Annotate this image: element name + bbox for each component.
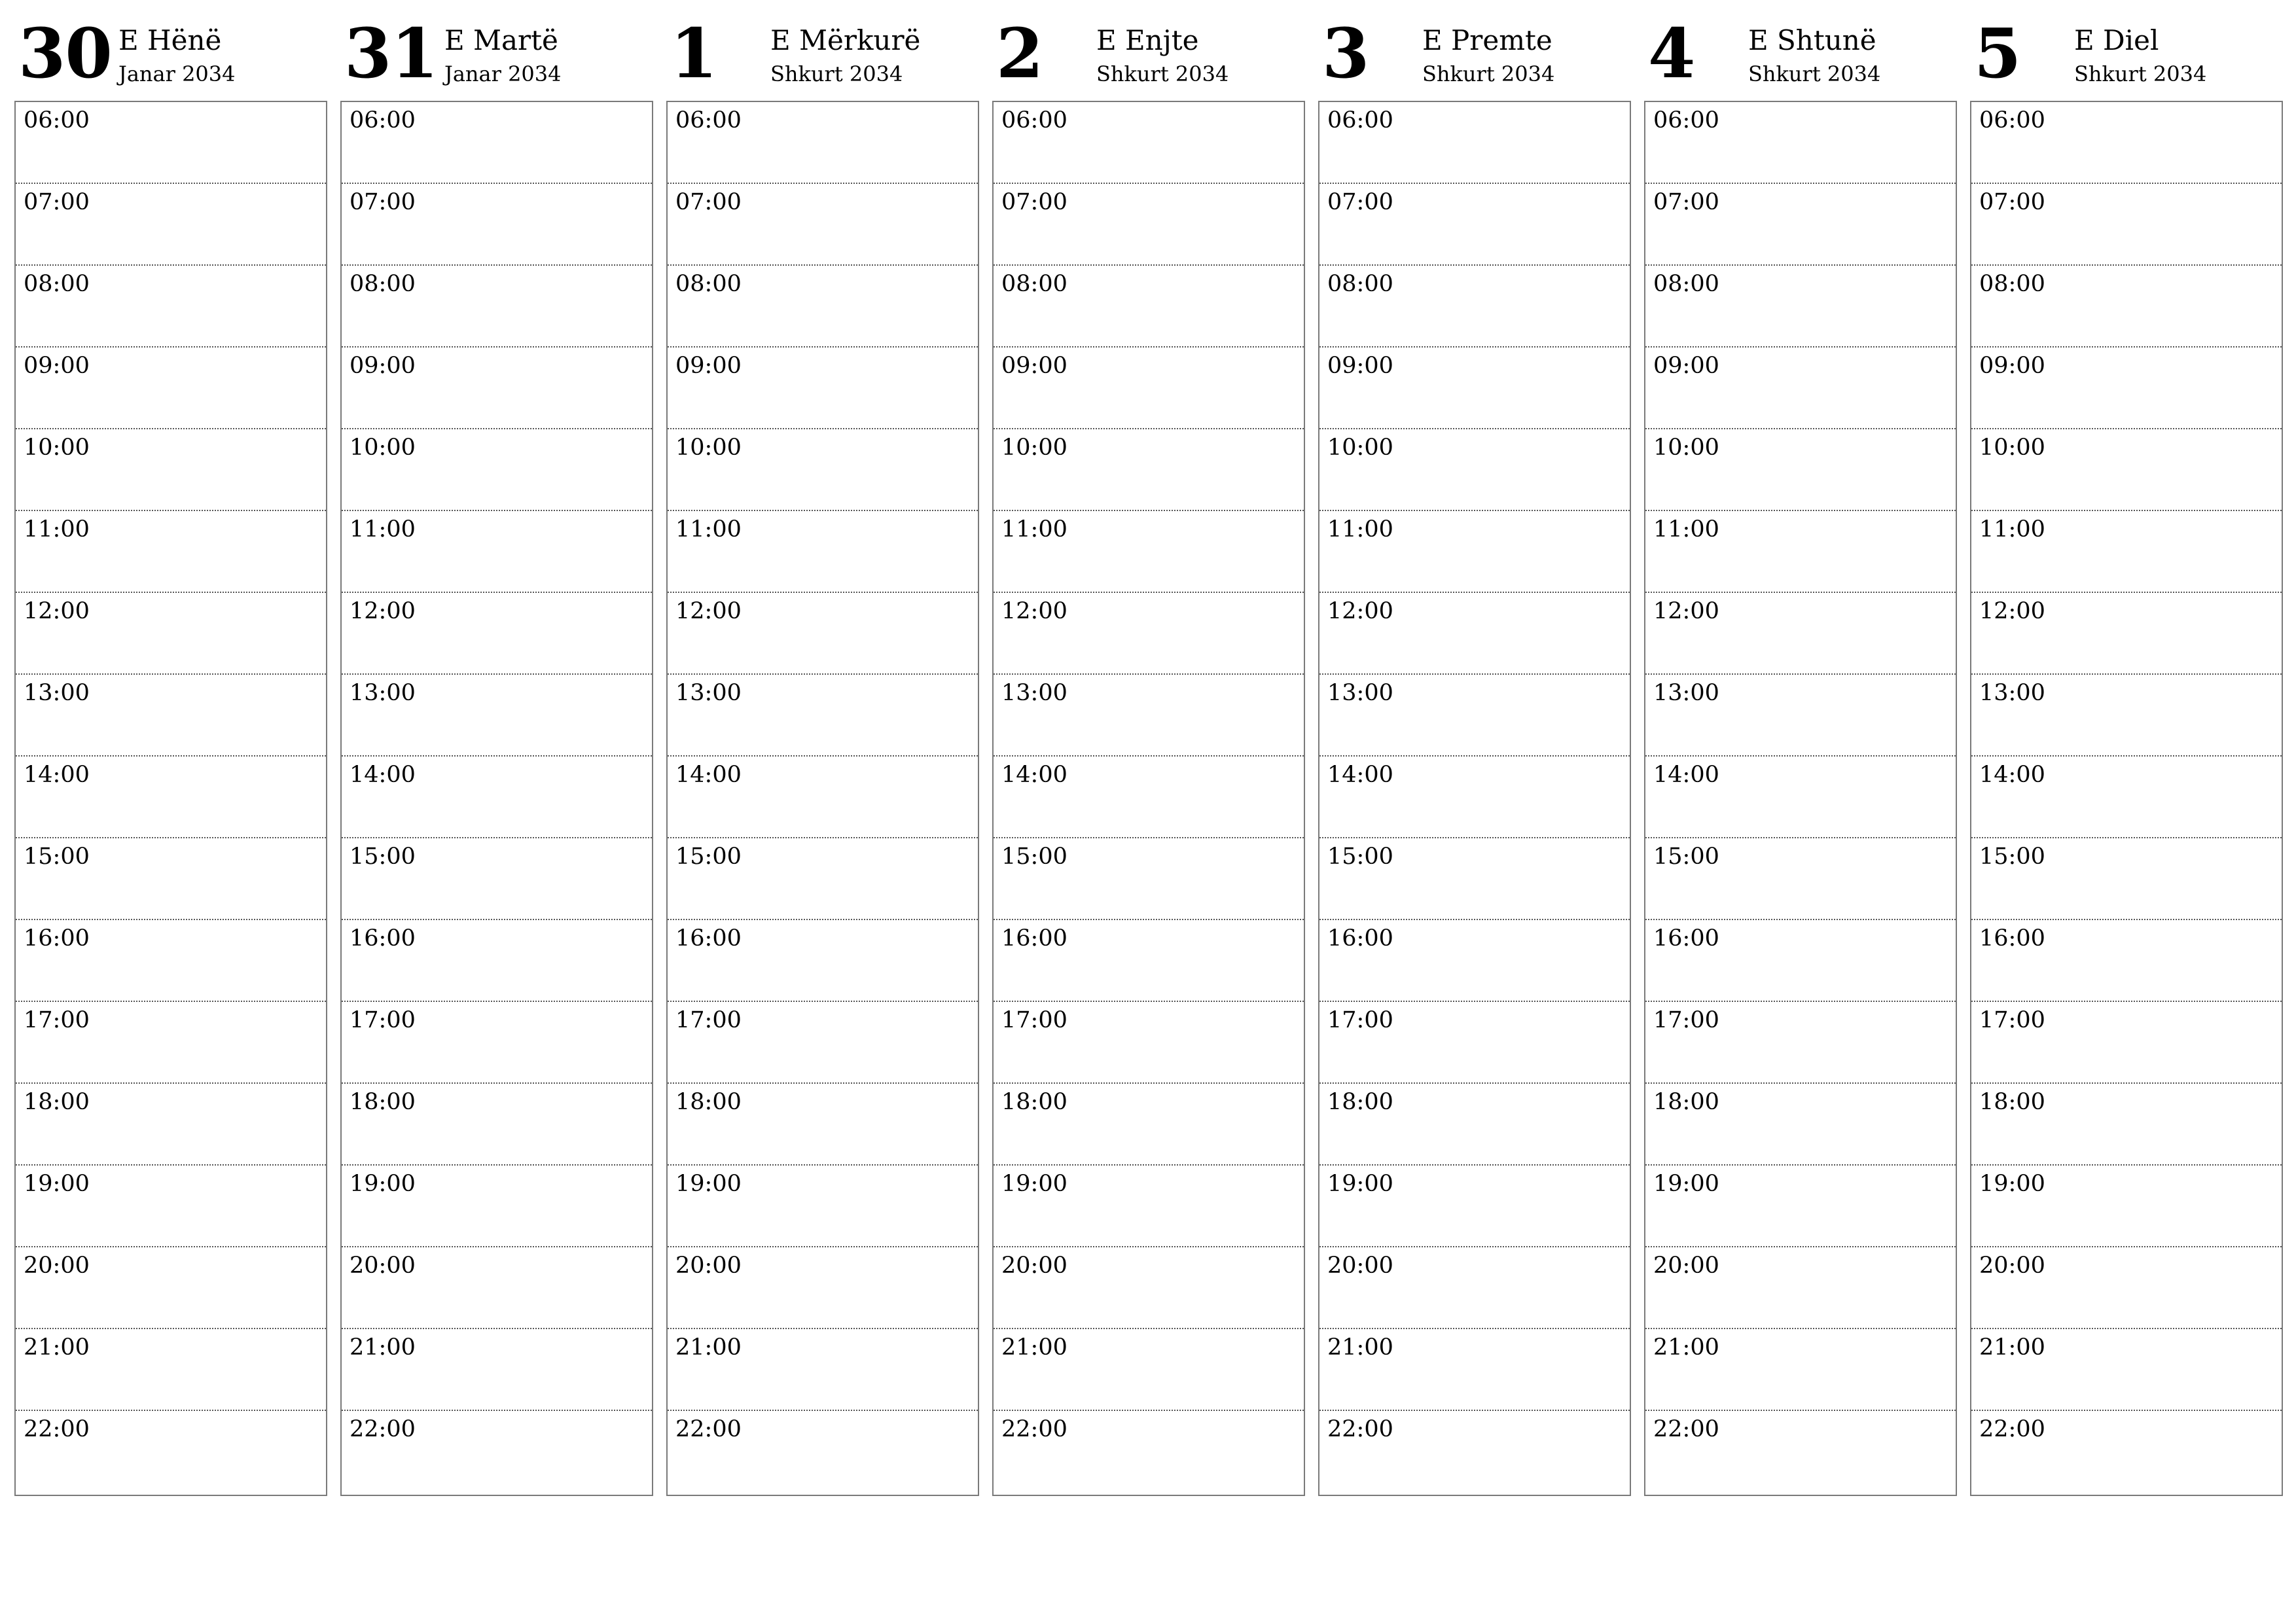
time-label: 15:00 <box>350 844 416 870</box>
day-month: Janar 2034 <box>118 62 236 86</box>
time-label: 14:00 <box>1001 762 1067 788</box>
time-slot[interactable] <box>1645 429 1956 511</box>
time-slot[interactable] <box>994 838 1304 920</box>
time-label: 06:00 <box>24 107 90 134</box>
time-slot[interactable] <box>994 266 1304 348</box>
time-label: 09:00 <box>675 353 742 379</box>
time-label: 15:00 <box>1979 844 2045 870</box>
day-number: 30 <box>18 13 112 94</box>
time-slot[interactable] <box>1645 511 1956 593</box>
time-slot[interactable] <box>994 102 1304 184</box>
time-label: 16:00 <box>1653 925 1719 952</box>
time-slot[interactable] <box>1319 1247 1630 1329</box>
time-label: 07:00 <box>1001 189 1067 215</box>
time-label: 11:00 <box>1653 516 1719 543</box>
time-label: 21:00 <box>24 1334 90 1361</box>
day-name: E Diel <box>2074 24 2159 56</box>
time-slot[interactable] <box>668 184 978 266</box>
day-schedule-box <box>340 101 653 1496</box>
time-slot[interactable] <box>1645 102 1956 184</box>
time-slot[interactable] <box>1645 593 1956 675</box>
time-label: 14:00 <box>675 762 742 788</box>
day-month: Janar 2034 <box>444 62 562 86</box>
time-slot[interactable] <box>994 1084 1304 1166</box>
time-slot[interactable] <box>16 429 326 511</box>
time-label: 11:00 <box>675 516 742 543</box>
time-slot[interactable] <box>16 1002 326 1084</box>
time-slot[interactable] <box>342 1247 652 1329</box>
time-label: 19:00 <box>1327 1171 1393 1197</box>
time-label: 11:00 <box>1979 516 2045 543</box>
time-label: 16:00 <box>1327 925 1393 952</box>
day-schedule-box <box>1318 101 1631 1496</box>
time-slot[interactable] <box>1319 348 1630 429</box>
time-slot[interactable] <box>16 1329 326 1411</box>
time-label: 18:00 <box>1979 1089 2045 1115</box>
time-label: 17:00 <box>675 1007 742 1033</box>
time-label: 17:00 <box>1979 1007 2045 1033</box>
time-slot[interactable] <box>342 184 652 266</box>
time-slot[interactable] <box>994 184 1304 266</box>
time-slot[interactable] <box>668 511 978 593</box>
time-slot[interactable] <box>1319 1411 1630 1495</box>
time-label: 19:00 <box>24 1171 90 1197</box>
time-slot[interactable] <box>16 593 326 675</box>
time-label: 07:00 <box>1653 189 1719 215</box>
time-label: 07:00 <box>24 189 90 215</box>
time-slot[interactable] <box>668 838 978 920</box>
time-label: 20:00 <box>1979 1253 2045 1279</box>
time-label: 21:00 <box>1653 1334 1719 1361</box>
time-label: 09:00 <box>350 353 416 379</box>
time-slot[interactable] <box>1971 757 2282 838</box>
time-label: 08:00 <box>1653 271 1719 297</box>
time-slot[interactable] <box>994 1247 1304 1329</box>
time-label: 15:00 <box>1327 844 1393 870</box>
time-label: 11:00 <box>350 516 416 543</box>
time-label: 14:00 <box>1979 762 2045 788</box>
day-header <box>14 0 327 98</box>
time-slot[interactable] <box>16 1084 326 1166</box>
time-slot[interactable] <box>994 920 1304 1002</box>
time-slot[interactable] <box>668 1166 978 1247</box>
time-slot[interactable] <box>1645 757 1956 838</box>
time-slot[interactable] <box>342 266 652 348</box>
time-slot[interactable] <box>668 675 978 757</box>
time-slot[interactable] <box>994 1411 1304 1495</box>
time-label: 18:00 <box>1327 1089 1393 1115</box>
time-label: 20:00 <box>24 1253 90 1279</box>
time-slot[interactable] <box>994 429 1304 511</box>
time-label: 14:00 <box>24 762 90 788</box>
day-number: 31 <box>344 13 438 94</box>
time-slot[interactable] <box>16 675 326 757</box>
time-label: 11:00 <box>24 516 90 543</box>
time-label: 20:00 <box>1327 1253 1393 1279</box>
day-number: 3 <box>1322 13 1369 94</box>
time-label: 12:00 <box>350 598 416 624</box>
time-label: 10:00 <box>1653 435 1719 461</box>
time-label: 18:00 <box>24 1089 90 1115</box>
time-slot[interactable] <box>668 1247 978 1329</box>
time-label: 09:00 <box>1327 353 1393 379</box>
time-label: 21:00 <box>1979 1334 2045 1361</box>
time-label: 12:00 <box>1327 598 1393 624</box>
time-slot[interactable] <box>16 102 326 184</box>
time-slot[interactable] <box>1319 838 1630 920</box>
time-label: 14:00 <box>1327 762 1393 788</box>
time-label: 18:00 <box>1653 1089 1719 1115</box>
time-slot[interactable] <box>1971 511 2282 593</box>
time-label: 22:00 <box>675 1416 742 1442</box>
time-label: 11:00 <box>1327 516 1393 543</box>
day-month: Shkurt 2034 <box>1422 62 1555 86</box>
day-name: E Shtunë <box>1748 24 1876 56</box>
time-slot[interactable] <box>1319 429 1630 511</box>
time-label: 18:00 <box>1001 1089 1067 1115</box>
time-label: 10:00 <box>24 435 90 461</box>
time-label: 22:00 <box>24 1416 90 1442</box>
day-schedule-box <box>992 101 1305 1496</box>
time-label: 08:00 <box>350 271 416 297</box>
time-label: 12:00 <box>1979 598 2045 624</box>
time-label: 17:00 <box>1653 1007 1719 1033</box>
time-slot[interactable] <box>1971 429 2282 511</box>
time-label: 06:00 <box>350 107 416 134</box>
time-slot[interactable] <box>1971 675 2282 757</box>
time-slot[interactable] <box>1319 920 1630 1002</box>
day-month: Shkurt 2034 <box>2074 62 2207 86</box>
time-label: 10:00 <box>675 435 742 461</box>
time-slot[interactable] <box>1319 266 1630 348</box>
day-header <box>1644 0 1957 98</box>
time-slot[interactable] <box>994 593 1304 675</box>
day-header <box>992 0 1305 98</box>
time-slot[interactable] <box>1971 1329 2282 1411</box>
time-slot[interactable] <box>16 1247 326 1329</box>
time-label: 16:00 <box>675 925 742 952</box>
day-schedule-box <box>1970 101 2283 1496</box>
time-slot[interactable] <box>16 511 326 593</box>
time-slot[interactable] <box>16 1166 326 1247</box>
time-slot[interactable] <box>342 429 652 511</box>
time-slot[interactable] <box>16 838 326 920</box>
time-slot[interactable] <box>1971 838 2282 920</box>
time-slot[interactable] <box>1645 1002 1956 1084</box>
time-slot[interactable] <box>1645 920 1956 1002</box>
time-label: 13:00 <box>1001 680 1067 706</box>
time-slot[interactable] <box>1319 1166 1630 1247</box>
time-slot[interactable] <box>668 102 978 184</box>
time-slot[interactable] <box>342 593 652 675</box>
day-schedule-box <box>14 101 327 1496</box>
time-slot[interactable] <box>342 1084 652 1166</box>
time-slot[interactable] <box>668 757 978 838</box>
time-slot[interactable] <box>1971 184 2282 266</box>
time-slot[interactable] <box>668 429 978 511</box>
time-slot[interactable] <box>1971 1247 2282 1329</box>
time-slot[interactable] <box>1645 1329 1956 1411</box>
time-slot[interactable] <box>1319 1329 1630 1411</box>
time-label: 18:00 <box>350 1089 416 1115</box>
time-label: 06:00 <box>1327 107 1393 134</box>
time-label: 21:00 <box>350 1334 416 1361</box>
time-slot[interactable] <box>668 348 978 429</box>
time-label: 20:00 <box>675 1253 742 1279</box>
time-slot[interactable] <box>994 757 1304 838</box>
time-slot[interactable] <box>668 920 978 1002</box>
time-slot[interactable] <box>1971 1002 2282 1084</box>
time-slot[interactable] <box>994 675 1304 757</box>
time-label: 16:00 <box>1979 925 2045 952</box>
time-label: 19:00 <box>1653 1171 1719 1197</box>
time-label: 16:00 <box>350 925 416 952</box>
day-name: E Premte <box>1422 24 1552 56</box>
time-label: 20:00 <box>1001 1253 1067 1279</box>
time-slot[interactable] <box>1645 1247 1956 1329</box>
time-slot[interactable] <box>1645 348 1956 429</box>
time-slot[interactable] <box>342 348 652 429</box>
day-number: 5 <box>1974 13 2021 94</box>
time-slot[interactable] <box>994 511 1304 593</box>
time-slot[interactable] <box>1971 348 2282 429</box>
time-label: 07:00 <box>1327 189 1393 215</box>
day-name: E Martë <box>444 24 558 56</box>
time-label: 06:00 <box>1001 107 1067 134</box>
day-header <box>666 0 979 98</box>
time-label: 19:00 <box>1979 1171 2045 1197</box>
time-label: 11:00 <box>1001 516 1067 543</box>
time-label: 14:00 <box>350 762 416 788</box>
time-label: 09:00 <box>1979 353 2045 379</box>
time-label: 19:00 <box>350 1171 416 1197</box>
time-label: 12:00 <box>675 598 742 624</box>
time-slot[interactable] <box>1971 102 2282 184</box>
time-label: 22:00 <box>350 1416 416 1442</box>
day-name: E Hënë <box>118 24 222 56</box>
time-slot[interactable] <box>342 1411 652 1495</box>
day-schedule-box <box>666 101 979 1496</box>
time-slot[interactable] <box>1645 1166 1956 1247</box>
time-label: 08:00 <box>24 271 90 297</box>
time-slot[interactable] <box>994 348 1304 429</box>
time-slot[interactable] <box>342 1002 652 1084</box>
time-slot[interactable] <box>16 920 326 1002</box>
time-slot[interactable] <box>342 675 652 757</box>
time-label: 06:00 <box>1653 107 1719 134</box>
time-slot[interactable] <box>668 1084 978 1166</box>
time-label: 16:00 <box>24 925 90 952</box>
time-label: 18:00 <box>675 1089 742 1115</box>
day-header <box>1318 0 1631 98</box>
day-name: E Enjte <box>1096 24 1199 56</box>
time-label: 22:00 <box>1653 1416 1719 1442</box>
time-slot[interactable] <box>16 348 326 429</box>
time-slot[interactable] <box>342 838 652 920</box>
time-slot[interactable] <box>1319 102 1630 184</box>
time-slot[interactable] <box>1971 266 2282 348</box>
time-label: 09:00 <box>1001 353 1067 379</box>
time-label: 09:00 <box>24 353 90 379</box>
time-slot[interactable] <box>1319 1002 1630 1084</box>
time-slot[interactable] <box>994 1329 1304 1411</box>
day-number: 1 <box>670 13 717 94</box>
time-slot[interactable] <box>994 1166 1304 1247</box>
time-label: 09:00 <box>1653 353 1719 379</box>
time-slot[interactable] <box>1971 920 2282 1002</box>
time-slot[interactable] <box>16 1411 326 1495</box>
time-slot[interactable] <box>1319 675 1630 757</box>
day-number: 2 <box>996 13 1043 94</box>
time-label: 13:00 <box>675 680 742 706</box>
time-slot[interactable] <box>1319 1084 1630 1166</box>
time-label: 07:00 <box>675 189 742 215</box>
time-label: 21:00 <box>1327 1334 1393 1361</box>
time-label: 10:00 <box>350 435 416 461</box>
time-slot[interactable] <box>668 266 978 348</box>
time-label: 15:00 <box>1001 844 1067 870</box>
time-label: 08:00 <box>1001 271 1067 297</box>
day-month: Shkurt 2034 <box>1748 62 1881 86</box>
day-month: Shkurt 2034 <box>1096 62 1229 86</box>
time-slot[interactable] <box>342 1166 652 1247</box>
time-label: 22:00 <box>1979 1416 2045 1442</box>
time-slot[interactable] <box>342 102 652 184</box>
time-slot[interactable] <box>342 511 652 593</box>
time-label: 17:00 <box>24 1007 90 1033</box>
time-slot[interactable] <box>1645 184 1956 266</box>
time-slot[interactable] <box>1645 1084 1956 1166</box>
time-label: 15:00 <box>675 844 742 870</box>
time-slot[interactable] <box>1319 511 1630 593</box>
day-header <box>1970 0 2283 98</box>
time-label: 13:00 <box>1979 680 2045 706</box>
time-label: 12:00 <box>24 598 90 624</box>
time-label: 16:00 <box>1001 925 1067 952</box>
time-label: 21:00 <box>675 1334 742 1361</box>
day-month: Shkurt 2034 <box>770 62 903 86</box>
time-label: 10:00 <box>1001 435 1067 461</box>
time-slot[interactable] <box>1319 184 1630 266</box>
time-label: 20:00 <box>1653 1253 1719 1279</box>
time-label: 17:00 <box>1001 1007 1067 1033</box>
time-slot[interactable] <box>1645 675 1956 757</box>
time-label: 07:00 <box>1979 189 2045 215</box>
time-slot[interactable] <box>1645 838 1956 920</box>
time-label: 19:00 <box>1001 1171 1067 1197</box>
time-slot[interactable] <box>16 266 326 348</box>
time-label: 21:00 <box>1001 1334 1067 1361</box>
time-slot[interactable] <box>16 757 326 838</box>
day-name: E Mërkurë <box>770 24 921 56</box>
time-label: 08:00 <box>1979 271 2045 297</box>
time-label: 06:00 <box>675 107 742 134</box>
time-slot[interactable] <box>668 593 978 675</box>
time-label: 08:00 <box>1327 271 1393 297</box>
day-header <box>340 0 653 98</box>
time-label: 15:00 <box>24 844 90 870</box>
time-label: 12:00 <box>1653 598 1719 624</box>
time-label: 13:00 <box>1327 680 1393 706</box>
time-slot[interactable] <box>342 1329 652 1411</box>
time-slot[interactable] <box>1971 1166 2282 1247</box>
time-slot[interactable] <box>342 920 652 1002</box>
time-slot[interactable] <box>1319 593 1630 675</box>
day-schedule-box <box>1644 101 1957 1496</box>
time-label: 10:00 <box>1979 435 2045 461</box>
time-label: 13:00 <box>1653 680 1719 706</box>
time-slot[interactable] <box>668 1329 978 1411</box>
time-label: 20:00 <box>350 1253 416 1279</box>
time-label: 14:00 <box>1653 762 1719 788</box>
time-label: 19:00 <box>675 1171 742 1197</box>
time-label: 13:00 <box>350 680 416 706</box>
time-label: 15:00 <box>1653 844 1719 870</box>
time-label: 17:00 <box>350 1007 416 1033</box>
time-label: 07:00 <box>350 189 416 215</box>
time-slot[interactable] <box>994 1002 1304 1084</box>
time-label: 12:00 <box>1001 598 1067 624</box>
time-slot[interactable] <box>1645 266 1956 348</box>
time-label: 08:00 <box>675 271 742 297</box>
time-slot[interactable] <box>342 757 652 838</box>
time-slot[interactable] <box>1971 1084 2282 1166</box>
time-slot[interactable] <box>668 1411 978 1495</box>
time-slot[interactable] <box>1645 1411 1956 1495</box>
time-slot[interactable] <box>668 1002 978 1084</box>
time-slot[interactable] <box>1319 757 1630 838</box>
time-label: 06:00 <box>1979 107 2045 134</box>
time-label: 17:00 <box>1327 1007 1393 1033</box>
time-label: 22:00 <box>1327 1416 1393 1442</box>
time-label: 10:00 <box>1327 435 1393 461</box>
time-slot[interactable] <box>1971 593 2282 675</box>
time-slot[interactable] <box>16 184 326 266</box>
time-slot[interactable] <box>1971 1411 2282 1495</box>
time-label: 13:00 <box>24 680 90 706</box>
day-number: 4 <box>1648 13 1695 94</box>
time-label: 22:00 <box>1001 1416 1067 1442</box>
